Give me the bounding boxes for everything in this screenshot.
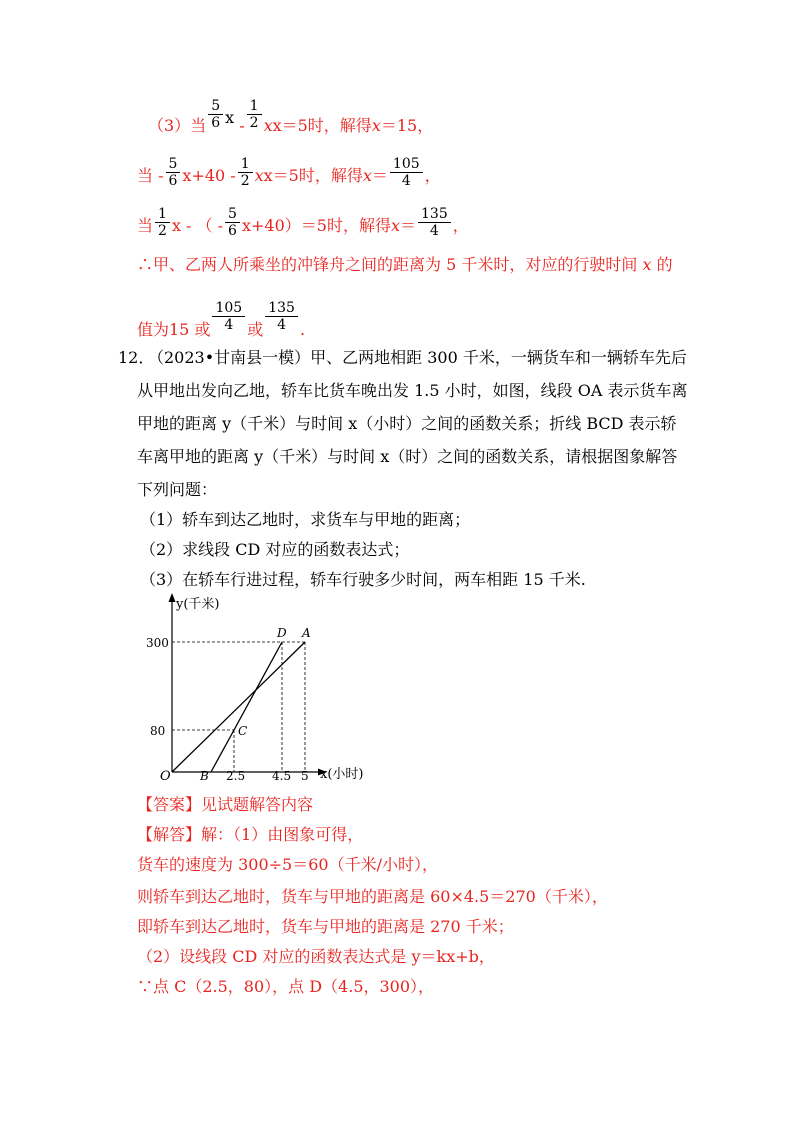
comma: ， [424, 166, 441, 185]
frac-num: 5 [168, 156, 178, 172]
x-axis-label: x(小时) [320, 767, 364, 782]
tick-5: 5 [301, 769, 309, 783]
part3-line2-post: x＝5时，解得 [263, 166, 363, 185]
fraction-1-2 [155, 206, 170, 239]
var-x: x [254, 166, 264, 185]
part3-line2 [137, 156, 441, 193]
tick-300: 300 [146, 636, 169, 650]
conclusion-end: 的 [656, 255, 673, 274]
label-C: C [238, 724, 248, 738]
solution-line-2: 货车的速度为 300÷5＝60（千米/小时）， [137, 855, 438, 874]
frac-num: 5 [228, 206, 237, 222]
fraction-1-2 [238, 156, 253, 189]
fraction-5-6 [225, 206, 240, 239]
frac-den: 4 [212, 316, 245, 333]
solution-line-1 [137, 825, 363, 845]
fraction-135-4 [418, 206, 451, 239]
tick-2.5: 2.5 [226, 769, 246, 783]
question-2: （2）求线段 CD 对应的函数表达式； [140, 540, 410, 559]
frac-num: 1 [158, 206, 167, 222]
answer-text: 见试题解答内容 [201, 795, 314, 814]
conclusion-text: ∴甲、乙两人所乘坐的冲锋舟之间的距离为 5 千米时，对应的行驶时间 [137, 255, 638, 274]
fraction-1-2 [247, 98, 262, 131]
solution-text: 解：（1）由图象可得， [201, 825, 364, 844]
question-3: （3）在轿车行进过程，轿车行驶多少时间，两车相距 15 千米. [140, 570, 586, 589]
y-axis-arrow [169, 593, 176, 602]
part3-line1-x: x [225, 108, 235, 127]
segment-BC [211, 730, 234, 772]
problem-line-1: （2023•甘南县一模）甲、乙两地相距 300 千米，一辆货车和一辆轿车先后 [148, 348, 687, 367]
answer-line [137, 795, 313, 815]
tick-80: 80 [150, 724, 166, 738]
frac-den: 6 [208, 114, 223, 131]
fraction-105-4 [390, 156, 423, 189]
frac-den: 4 [265, 316, 298, 333]
fraction-135-4 [265, 300, 298, 333]
frac-num: 1 [249, 98, 259, 114]
period: . [299, 320, 306, 339]
frac-num: 105 [215, 300, 243, 316]
frac-den: 4 [390, 172, 423, 189]
tick-4.5: 4.5 [272, 769, 292, 783]
segment-OA [172, 642, 305, 772]
solution-line-6: ∵点 C（2.5，80），点 D（4.5，300）， [137, 977, 435, 996]
problem-line-4: 车离甲地的距离 y（千米）与时间 x（时）之间的函数关系，请根据图象解答 [137, 447, 678, 466]
part3-line1-minus: - [239, 116, 245, 135]
comma: ， [452, 216, 469, 235]
frac-num: 135 [268, 300, 295, 316]
part3-line2-mid: x+40 - [182, 166, 236, 185]
values-or: 或 [247, 320, 264, 339]
frac-den: 2 [238, 172, 253, 189]
label-O: O [160, 769, 171, 784]
frac-den: 2 [247, 114, 262, 131]
fraction-5-6 [166, 156, 181, 189]
values-pre: 值为15 或 [137, 320, 211, 339]
fraction-5-6 [208, 98, 223, 131]
frac-num: 5 [211, 98, 221, 114]
part3-line2-pre: 当 - [137, 166, 164, 185]
part3-line3-pre: 当 [137, 216, 154, 235]
label-A: A [302, 626, 311, 640]
problem-line-3: 甲地的距离 y（千米）与时间 x（小时）之间的函数关系；折线 BCD 表示轿 [137, 414, 677, 433]
equals: ＝ [371, 166, 388, 185]
equals: ＝ [399, 216, 416, 235]
label-D: D [277, 626, 287, 640]
part3-conclusion [137, 255, 673, 275]
label-B: B [200, 769, 209, 783]
problem-line-5: 下列问题： [137, 480, 218, 499]
frac-den: 2 [155, 222, 170, 239]
var-x: x [371, 116, 381, 135]
problem-number: 12． [118, 348, 155, 367]
frac-num: 1 [240, 156, 250, 172]
frac-num: 105 [392, 156, 420, 172]
solution-tag: 【解答】 [137, 825, 202, 844]
answer-tag: 【答案】 [137, 795, 202, 814]
solution-line-3: 则轿车到达乙地时，货车与甲地的距离是 60×4.5＝270（千米）， [137, 887, 608, 906]
part3-line3 [137, 206, 469, 243]
part3-line1-post: x＝5时，解得 [272, 116, 372, 135]
part3-line3-mid: x - （ - [171, 216, 224, 235]
problem-line-2: 从甲地出发向乙地，轿车比货车晚出发 1.5 小时，如图，线段 OA 表示货车离 [137, 381, 688, 400]
fraction-105-4 [212, 300, 245, 333]
question-1: （1）轿车到达乙地时，求货车与甲地的距离； [140, 510, 471, 529]
part3-line3-post: x+40）＝5时，解得 [241, 216, 391, 235]
frac-den: 4 [418, 222, 451, 239]
frac-den: 6 [166, 172, 181, 189]
frac-num: 135 [421, 206, 448, 222]
part3-line1 [148, 98, 434, 143]
y-axis-label: y(千米) [176, 597, 220, 612]
var-x: x [362, 166, 372, 185]
part3-values [137, 300, 306, 339]
part3-line1-pre: （3）当 [148, 116, 207, 135]
function-graph [146, 590, 400, 785]
solution-line-5: （2）设线段 CD 对应的函数表达式是 y＝kx+b， [137, 947, 495, 966]
frac-den: 6 [225, 222, 240, 239]
var-x: x [642, 255, 652, 274]
part3-line1-result: ＝15， [380, 116, 434, 135]
var-x: x [263, 116, 273, 135]
solution-line-4: 即轿车到达乙地时，货车与甲地的距离是 270 千米； [137, 917, 514, 936]
var-x: x [390, 216, 400, 235]
segment-CD [234, 642, 282, 730]
